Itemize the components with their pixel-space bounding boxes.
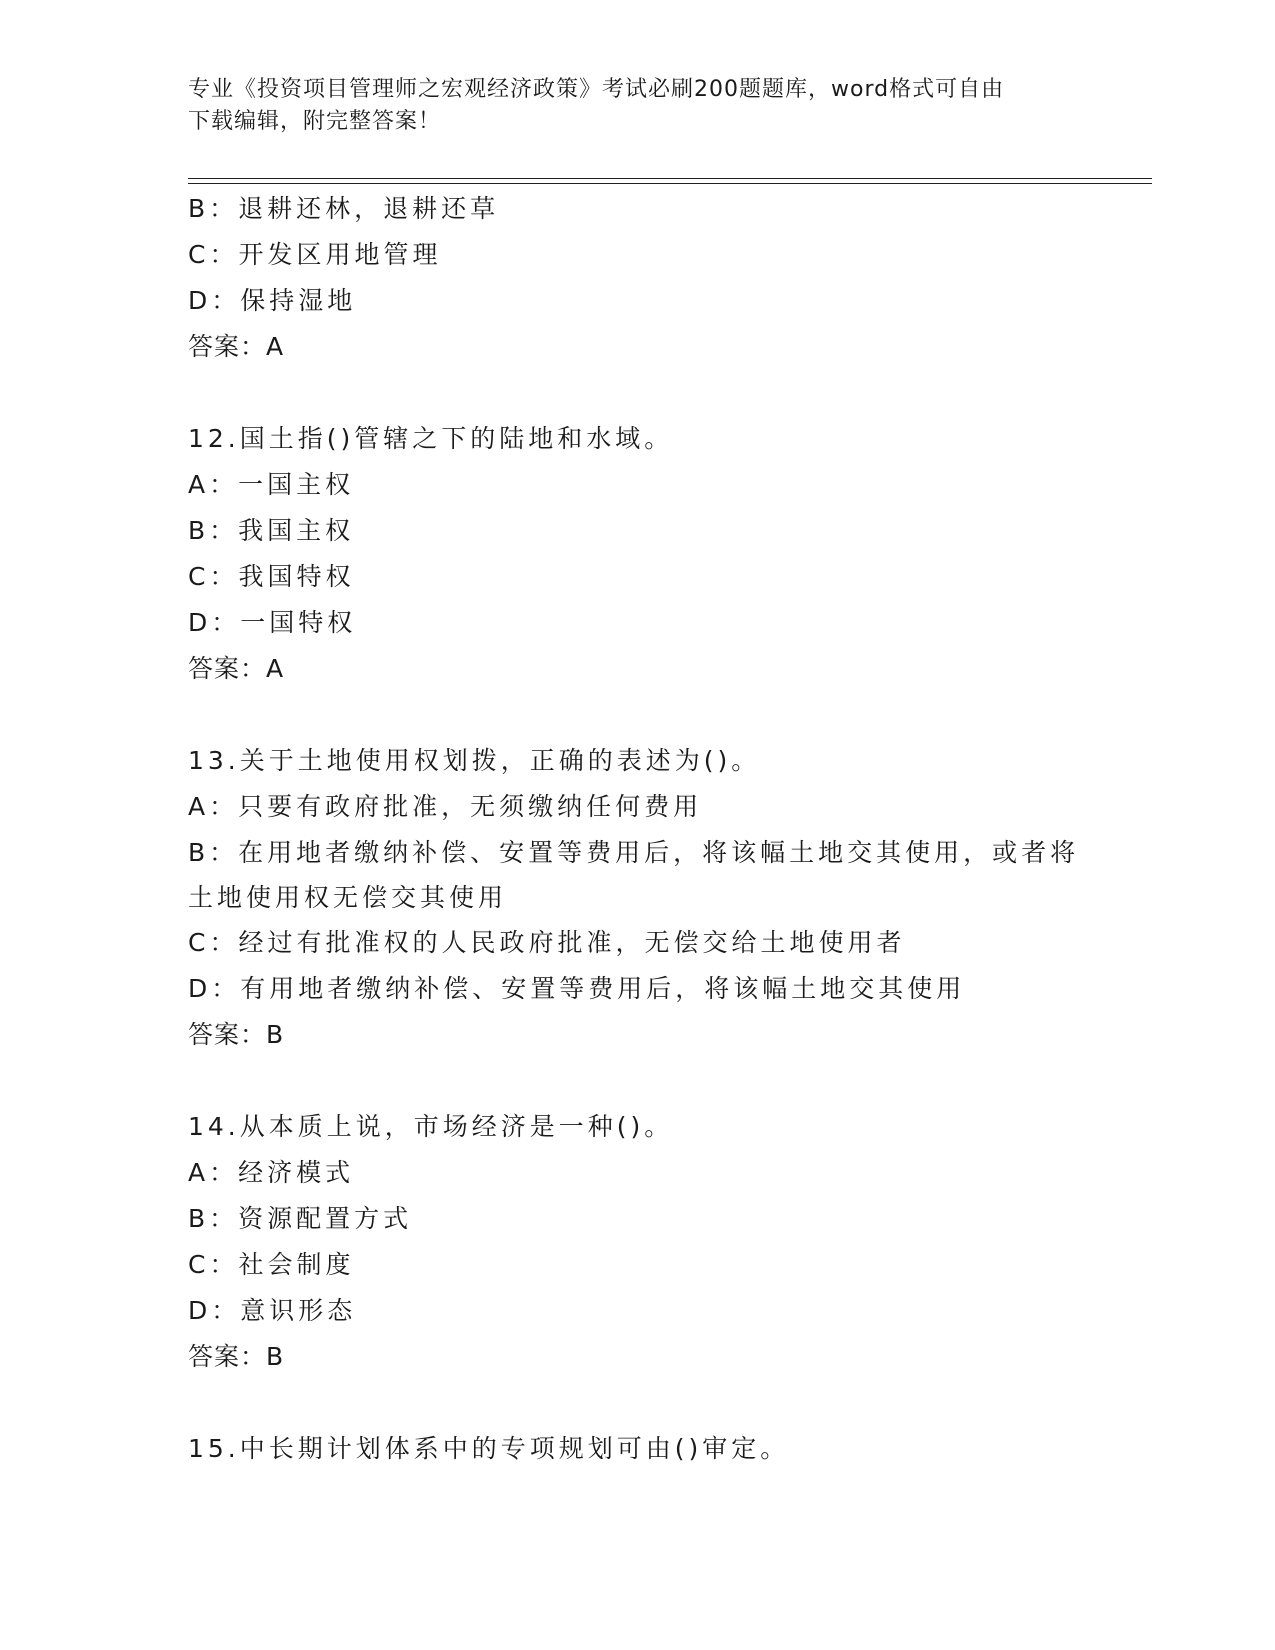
option-d: D：意识形态: [188, 1296, 357, 1325]
header-line-2: 下载编辑，附完整答案！: [188, 109, 442, 134]
question-list: [188, 186, 1088, 1472]
spacer: [188, 1380, 1088, 1426]
question-block-13: [188, 738, 1088, 1058]
option-d: D：一国特权: [188, 608, 357, 637]
header-divider-top: [188, 178, 1152, 179]
answer: 答案：A: [188, 332, 285, 361]
header-divider-bottom: [188, 183, 1152, 184]
question-block-15: [188, 1426, 1088, 1472]
option-b: B：在用地者缴纳补偿、安置等费用后，将该幅土地交其使用，或者将: [188, 838, 1080, 867]
option-b-continuation: 土地使用权无偿交其使用: [188, 883, 508, 912]
header-line-1: 专业《投资项目管理师之宏观经济政策》考试必刷200题题库，word格式可自由: [188, 77, 1005, 102]
question-text: 13.关于土地使用权划拨，正确的表述为()。: [188, 746, 761, 775]
option-b: B：资源配置方式: [188, 1204, 413, 1233]
question-text: 14.从本质上说，市场经济是一种()。: [188, 1112, 674, 1141]
option-c: C：我国特权: [188, 562, 355, 591]
option-b: B：退耕还林，退耕还草: [188, 194, 500, 223]
option-a: A：只要有政府批准，无须缴纳任何费用: [188, 792, 703, 821]
question-text: 12.国土指()管辖之下的陆地和水域。: [188, 424, 674, 453]
option-b: B：我国主权: [188, 516, 355, 545]
spacer: [188, 692, 1088, 738]
question-block-12: [188, 416, 1088, 692]
question-block-14: [188, 1104, 1088, 1380]
question-text: 15.中长期计划体系中的专项规划可由()审定。: [188, 1434, 790, 1463]
answer: 答案：B: [188, 1020, 285, 1049]
question-block-11: [188, 186, 1088, 370]
option-a: A：一国主权: [188, 470, 355, 499]
option-d: D：保持湿地: [188, 286, 357, 315]
document-header: [188, 74, 1088, 138]
spacer: [188, 370, 1088, 416]
option-c: C：社会制度: [188, 1250, 355, 1279]
option-d: D：有用地者缴纳补偿、安置等费用后，将该幅土地交其使用: [188, 974, 966, 1003]
answer: 答案：A: [188, 654, 285, 683]
spacer: [188, 1058, 1088, 1104]
option-a: A：经济模式: [188, 1158, 355, 1187]
answer: 答案：B: [188, 1342, 285, 1371]
option-c: C：经过有批准权的人民政府批准，无偿交给土地使用者: [188, 928, 906, 957]
option-c: C：开发区用地管理: [188, 240, 442, 269]
